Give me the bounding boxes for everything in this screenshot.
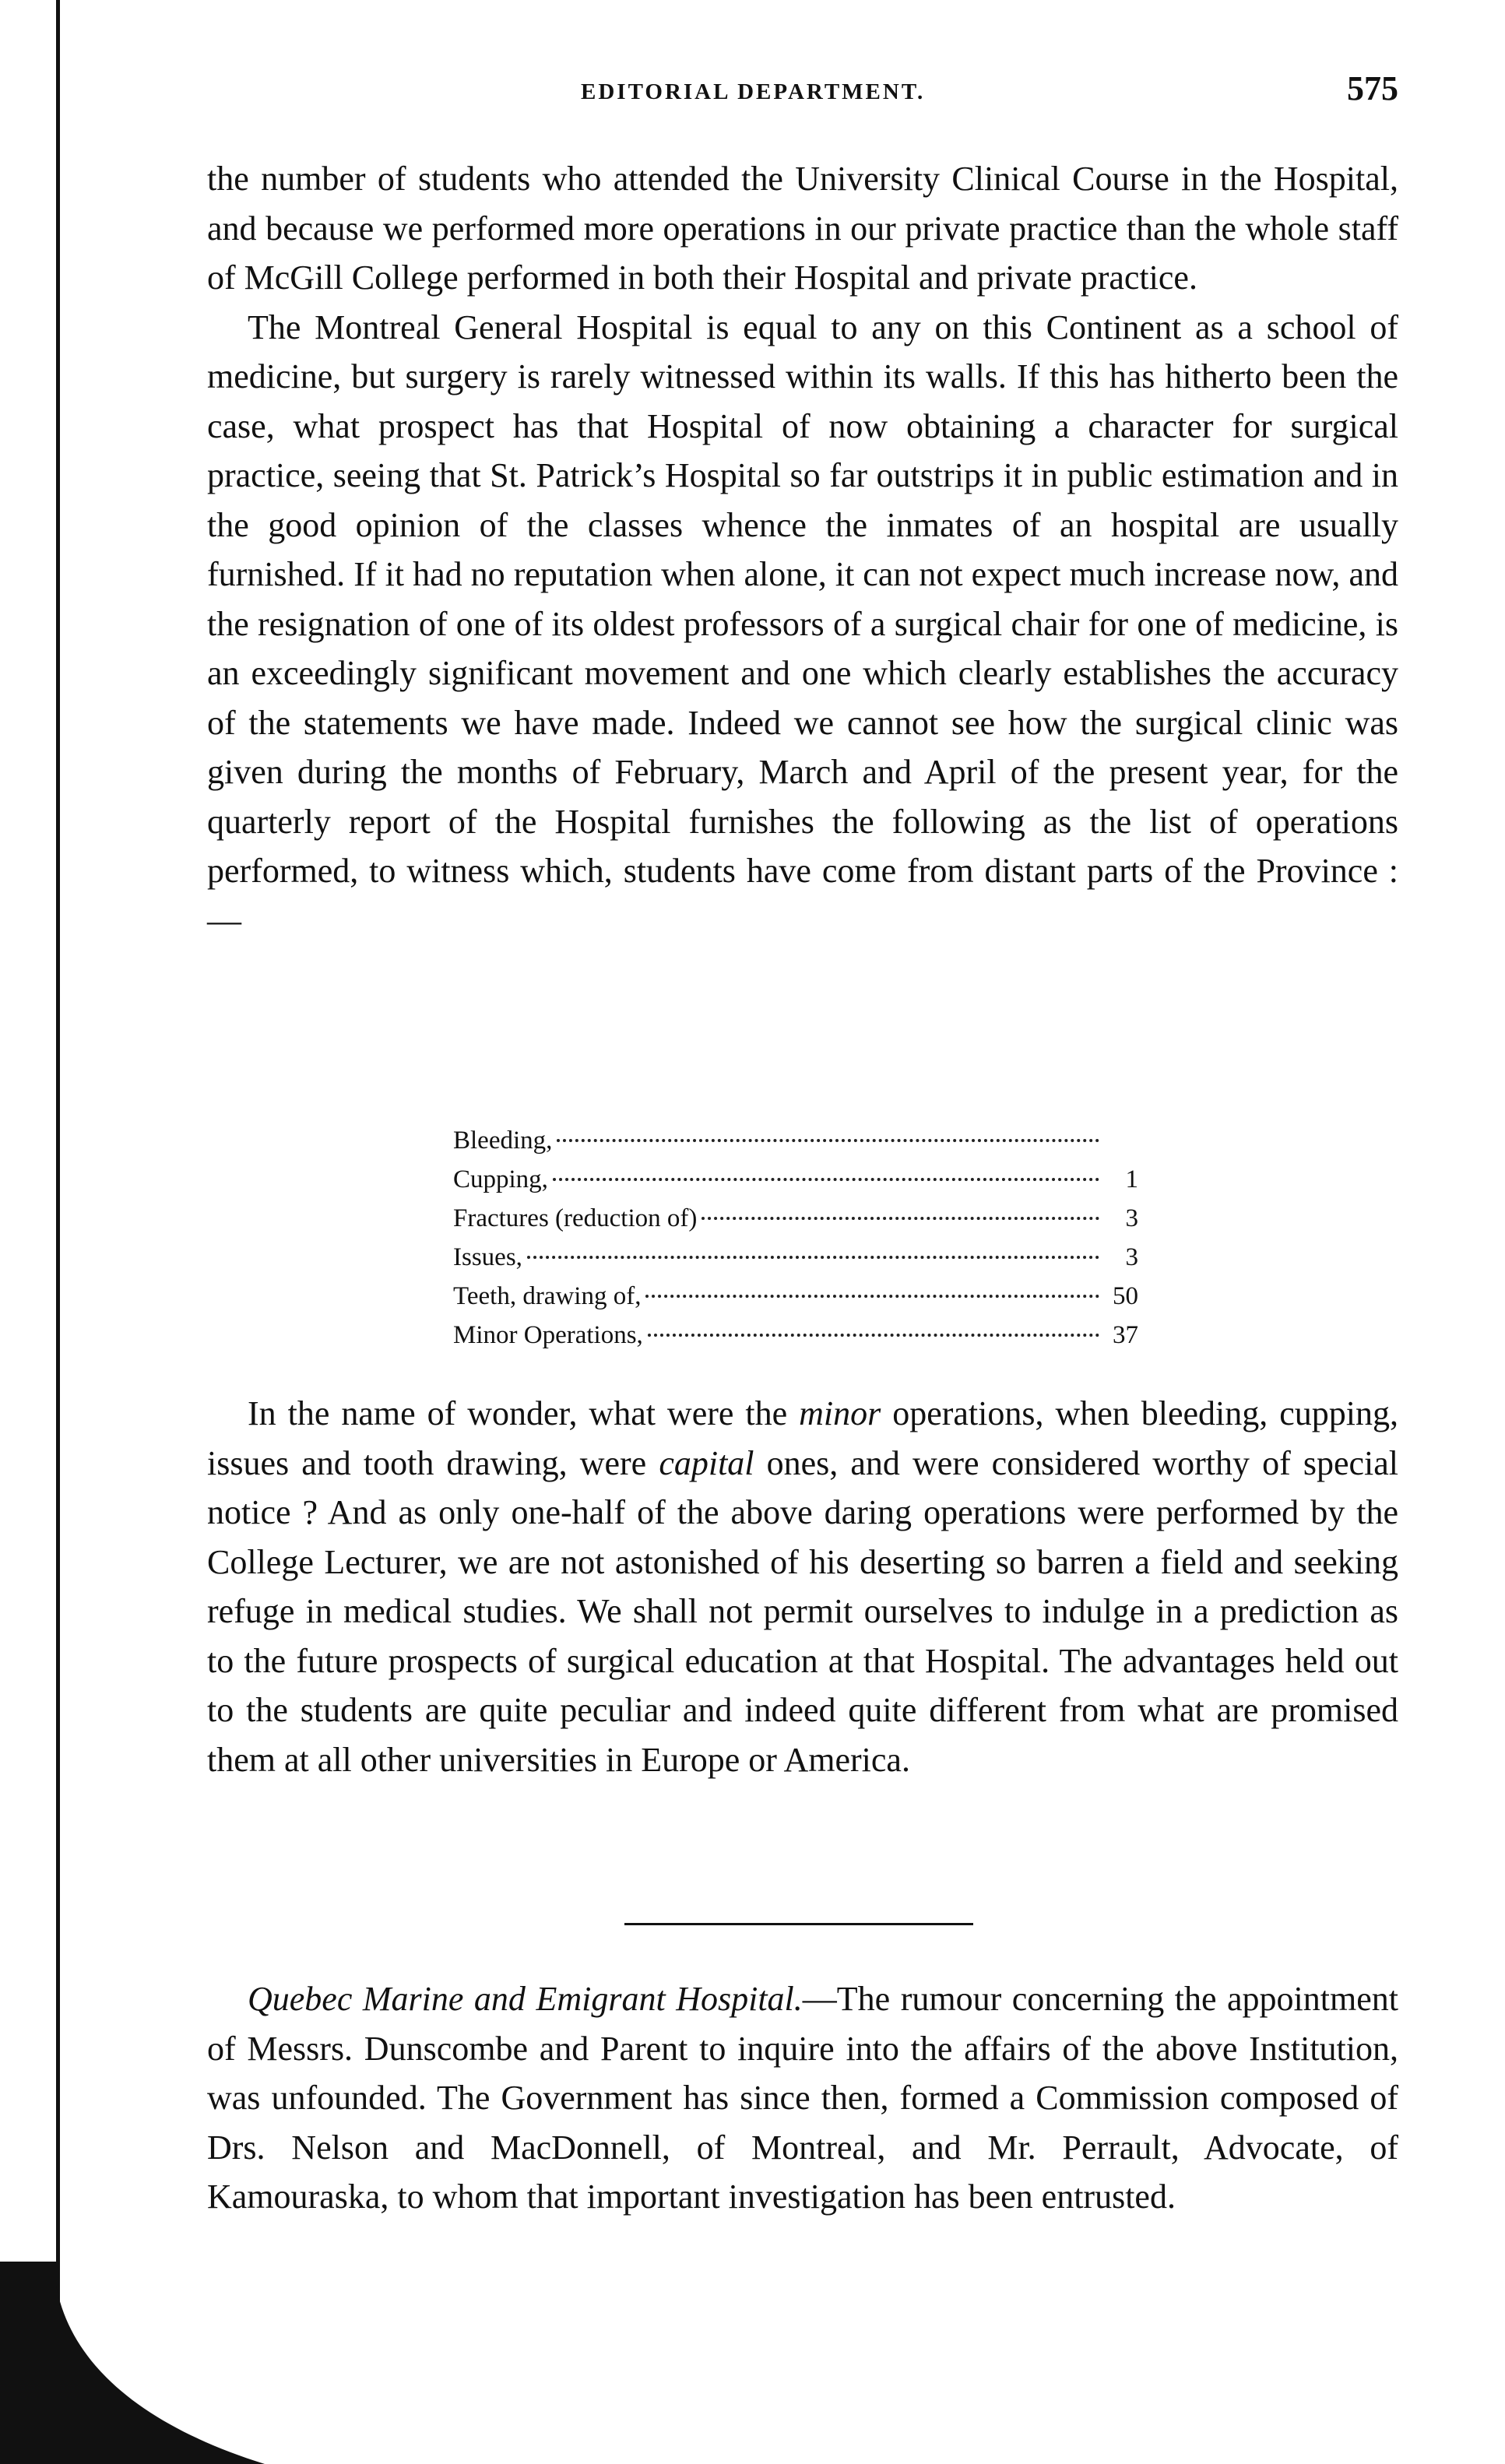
operation-name: Cupping,	[453, 1165, 548, 1193]
operation-row	[453, 1165, 1138, 1204]
paragraph-continuation: the number of students who attended the University Clinical Course in the Hospital, and because we performed more operations in our private practice than the whole staff of McGill College performed in both their Hospital and private practice.	[207, 160, 1398, 297]
operation-count: 3	[1125, 1243, 1138, 1271]
dot-leader	[557, 1139, 1099, 1142]
middle-text-block	[207, 1389, 1398, 1784]
paragraph-minor-operations	[207, 1389, 1398, 1784]
top-text-block	[207, 154, 1398, 945]
dot-leader	[648, 1334, 1099, 1337]
operation-row	[453, 1321, 1138, 1360]
running-head: EDITORIAL DEPARTMENT.	[581, 79, 926, 104]
operation-name: Bleeding,	[453, 1127, 553, 1155]
dot-leader	[527, 1256, 1099, 1259]
paragraph-montreal-general: The Montreal General Hospital is equal to any on this Continent as a school of medicine, but surgery is rarely witnessed within its walls. If this has hitherto been the case, what prospect has that Hospital of now obtaining a character for surgical practice, seeing that St. Patrick’s Hospital so far outstrips it in public estimation and in the good opinion of the classes whence the inmates of an hospital are usually furnished. If it had no reputation when alone, it can not expect much increase now, and the resignation of one of its oldest professors of a surgical chair for one of medicine, is an exceedingly significant movement and one which clearly establishes the accuracy of the statements we have made. Indeed we cannot see how the surgical clinic was given during the months of February, March and April of the present year, for the quarterly report of the Hospital furnishes the following as the list of operations performed, to witness which, students have come from distant parts of the Province :—	[207, 308, 1398, 940]
dot-leader	[702, 1217, 1099, 1220]
text-run: operations, when bleeding, cupping, issues and tooth drawing, were	[207, 1394, 1398, 1482]
paragraph-quebec-marine	[207, 1974, 1398, 2222]
italic-word-capital: capital	[659, 1443, 754, 1482]
operation-row	[453, 1282, 1138, 1321]
bottom-text-block	[207, 1974, 1398, 2222]
page-number: 575	[1347, 69, 1398, 107]
operation-count: 50	[1113, 1282, 1138, 1310]
operation-count: 1	[1125, 1165, 1138, 1193]
operations-list	[453, 1127, 1138, 1360]
italic-word-minor: minor	[799, 1394, 881, 1432]
text-run: —The rumour concerning the appointment of Messrs. Dunscombe and Parent to inquire into the affairs of the above Institution, was unfounded. The Government has since then, formed a Commission composed of Drs. Nelson and MacDonnell, of Montreal, and Mr. Perrault, Advocate, of Kamouraska, to whom that important investigation has been entrusted.	[207, 1980, 1398, 2216]
dot-leader	[645, 1295, 1099, 1298]
page-edge-line	[56, 0, 60, 2464]
operation-count: 3	[1125, 1204, 1138, 1232]
section-heading-italic: Quebec Marine and Emigrant Hospital.	[248, 1980, 803, 2018]
operation-name: Issues,	[453, 1243, 522, 1271]
operation-name: Fractures (reduction of)	[453, 1204, 698, 1232]
dot-leader	[553, 1178, 1099, 1181]
operation-row	[453, 1243, 1138, 1282]
operation-row	[453, 1127, 1138, 1165]
text-run: ones, and were considered worthy of special notice ? And as only one-half of the above daring operations were performed by the College Lecturer, we are not astonished of his deserting so barren a field and seeking refuge in medical studies. We shall not permit ourselves to indulge in a prediction as to the future prospects of surgical education at that Hospital. The advantages held out to the students are quite peculiar and indeed quite different from what are promised them at all other universities in Europe or America.	[207, 1443, 1398, 1779]
operation-row	[453, 1204, 1138, 1243]
page-curl-shadow	[0, 2262, 265, 2464]
section-separator	[624, 1923, 973, 1925]
operation-count: 37	[1113, 1321, 1138, 1349]
operation-name: Teeth, drawing of,	[453, 1282, 642, 1310]
text-run: In the name of wonder, what were the	[248, 1394, 800, 1432]
page-header	[207, 69, 1398, 125]
operation-name: Minor Operations,	[453, 1321, 643, 1349]
